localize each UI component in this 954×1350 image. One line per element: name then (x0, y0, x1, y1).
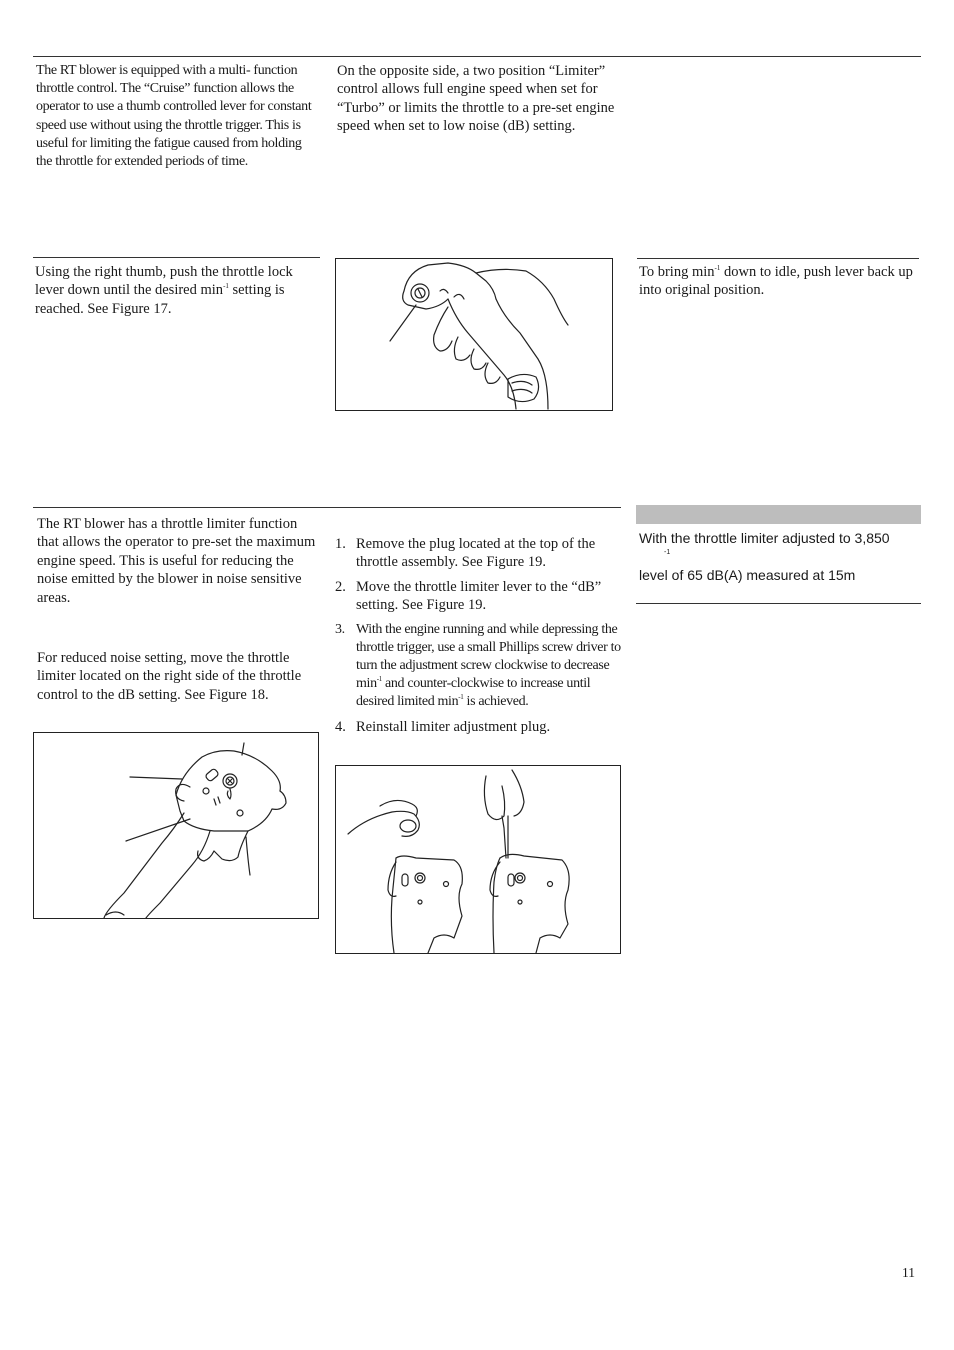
note-header-bar (636, 505, 921, 524)
hand-throttle-illustration (336, 259, 612, 410)
figure-18-throttle-limiter (33, 732, 319, 919)
step-3-text-c: is achieved. (463, 694, 529, 710)
limiter-intro-text: On the opposite side, a two position “Limiter” control allows full engine speed when set for “Turbo” or limits the throttle to a pre-set engine speed when set to low noise (dB) setting. (337, 63, 615, 135)
step-1-text: Remove the plug located at the top of the throttle assembly. See Figure 19. (356, 536, 596, 571)
throttle-control-illustration (34, 733, 318, 918)
limiter-adjustment-steps (335, 535, 622, 736)
note-bottom-rule (636, 603, 921, 604)
step-number: 4. (335, 718, 346, 735)
step-3-text-b: and counter-clockwise to increase until desired limited min (356, 676, 591, 710)
step-4-text: Reinstall limiter adjustment plug. (356, 718, 551, 735)
cruise-set-text (35, 263, 319, 318)
noise-note-line-2: level of 65 dB(A) measured at 15m (639, 567, 856, 583)
min-superscript: -1 (458, 693, 464, 702)
cruise-idle-after: down to idle, push lever back up into original position. (639, 264, 913, 299)
step-3 (335, 621, 622, 712)
step-4 (335, 718, 622, 736)
step-number: 1. (335, 536, 346, 552)
cruise-set-after: setting is reached. See Figure 17. (35, 282, 285, 317)
step-1 (335, 535, 622, 572)
section-rule-right (637, 258, 919, 259)
min-superscript: -1 (223, 282, 229, 291)
step-2-text: Move the throttle limiter lever to the “dB” setting. See Figure 19. (356, 578, 602, 614)
step-number: 3. (335, 621, 345, 637)
cruise-idle-text (639, 263, 919, 300)
figure-19-limiter-adjustment (335, 765, 621, 954)
section-rule-left (33, 257, 320, 258)
page-number: 11 (902, 1265, 915, 1280)
min-superscript: -1 (714, 264, 721, 272)
figure-17-throttle-lock (335, 258, 613, 411)
min-superscript: -1 (376, 675, 382, 684)
step-3-text-a: With the engine running and while depressing the throttle trigger, use a small Phillips screw driver to turn the adjustment screw clockwise to decrease min (356, 621, 621, 692)
cruise-set-before: Using the right thumb, push the throttle lock lever down until the desired min (35, 264, 293, 299)
step-number: 2. (335, 578, 346, 595)
step-2 (335, 578, 622, 615)
cruise-intro-text: The RT blower is equipped with a multi- function throttle control. The “Cruise” function allows the operator to use a thumb controlled lever for constant speed use without using the throttle trigger. This is useful for limiting the fatigue caused from holding the throttle for extended periods of time. (36, 63, 312, 170)
noise-note-line-1: With the throttle limiter adjusted to 3,850 (639, 530, 890, 546)
top-rule (33, 56, 921, 57)
reduced-noise-text: For reduced noise setting, move the throttle limiter located on the right side of the throttle control to the dB setting. See Figure 18. (37, 650, 302, 703)
plug-and-screwdriver-illustration (336, 766, 620, 953)
limiter-function-text: The RT blower has a throttle limiter function that allows the operator to pre-set the maximum engine speed. This is useful for reducing the noise emitted by the blower in noise sensitive areas. (37, 516, 316, 606)
cruise-idle-before: To bring min (639, 264, 715, 280)
noise-note-superscript: -1 (664, 549, 671, 556)
limiter-section-rule (33, 507, 621, 508)
